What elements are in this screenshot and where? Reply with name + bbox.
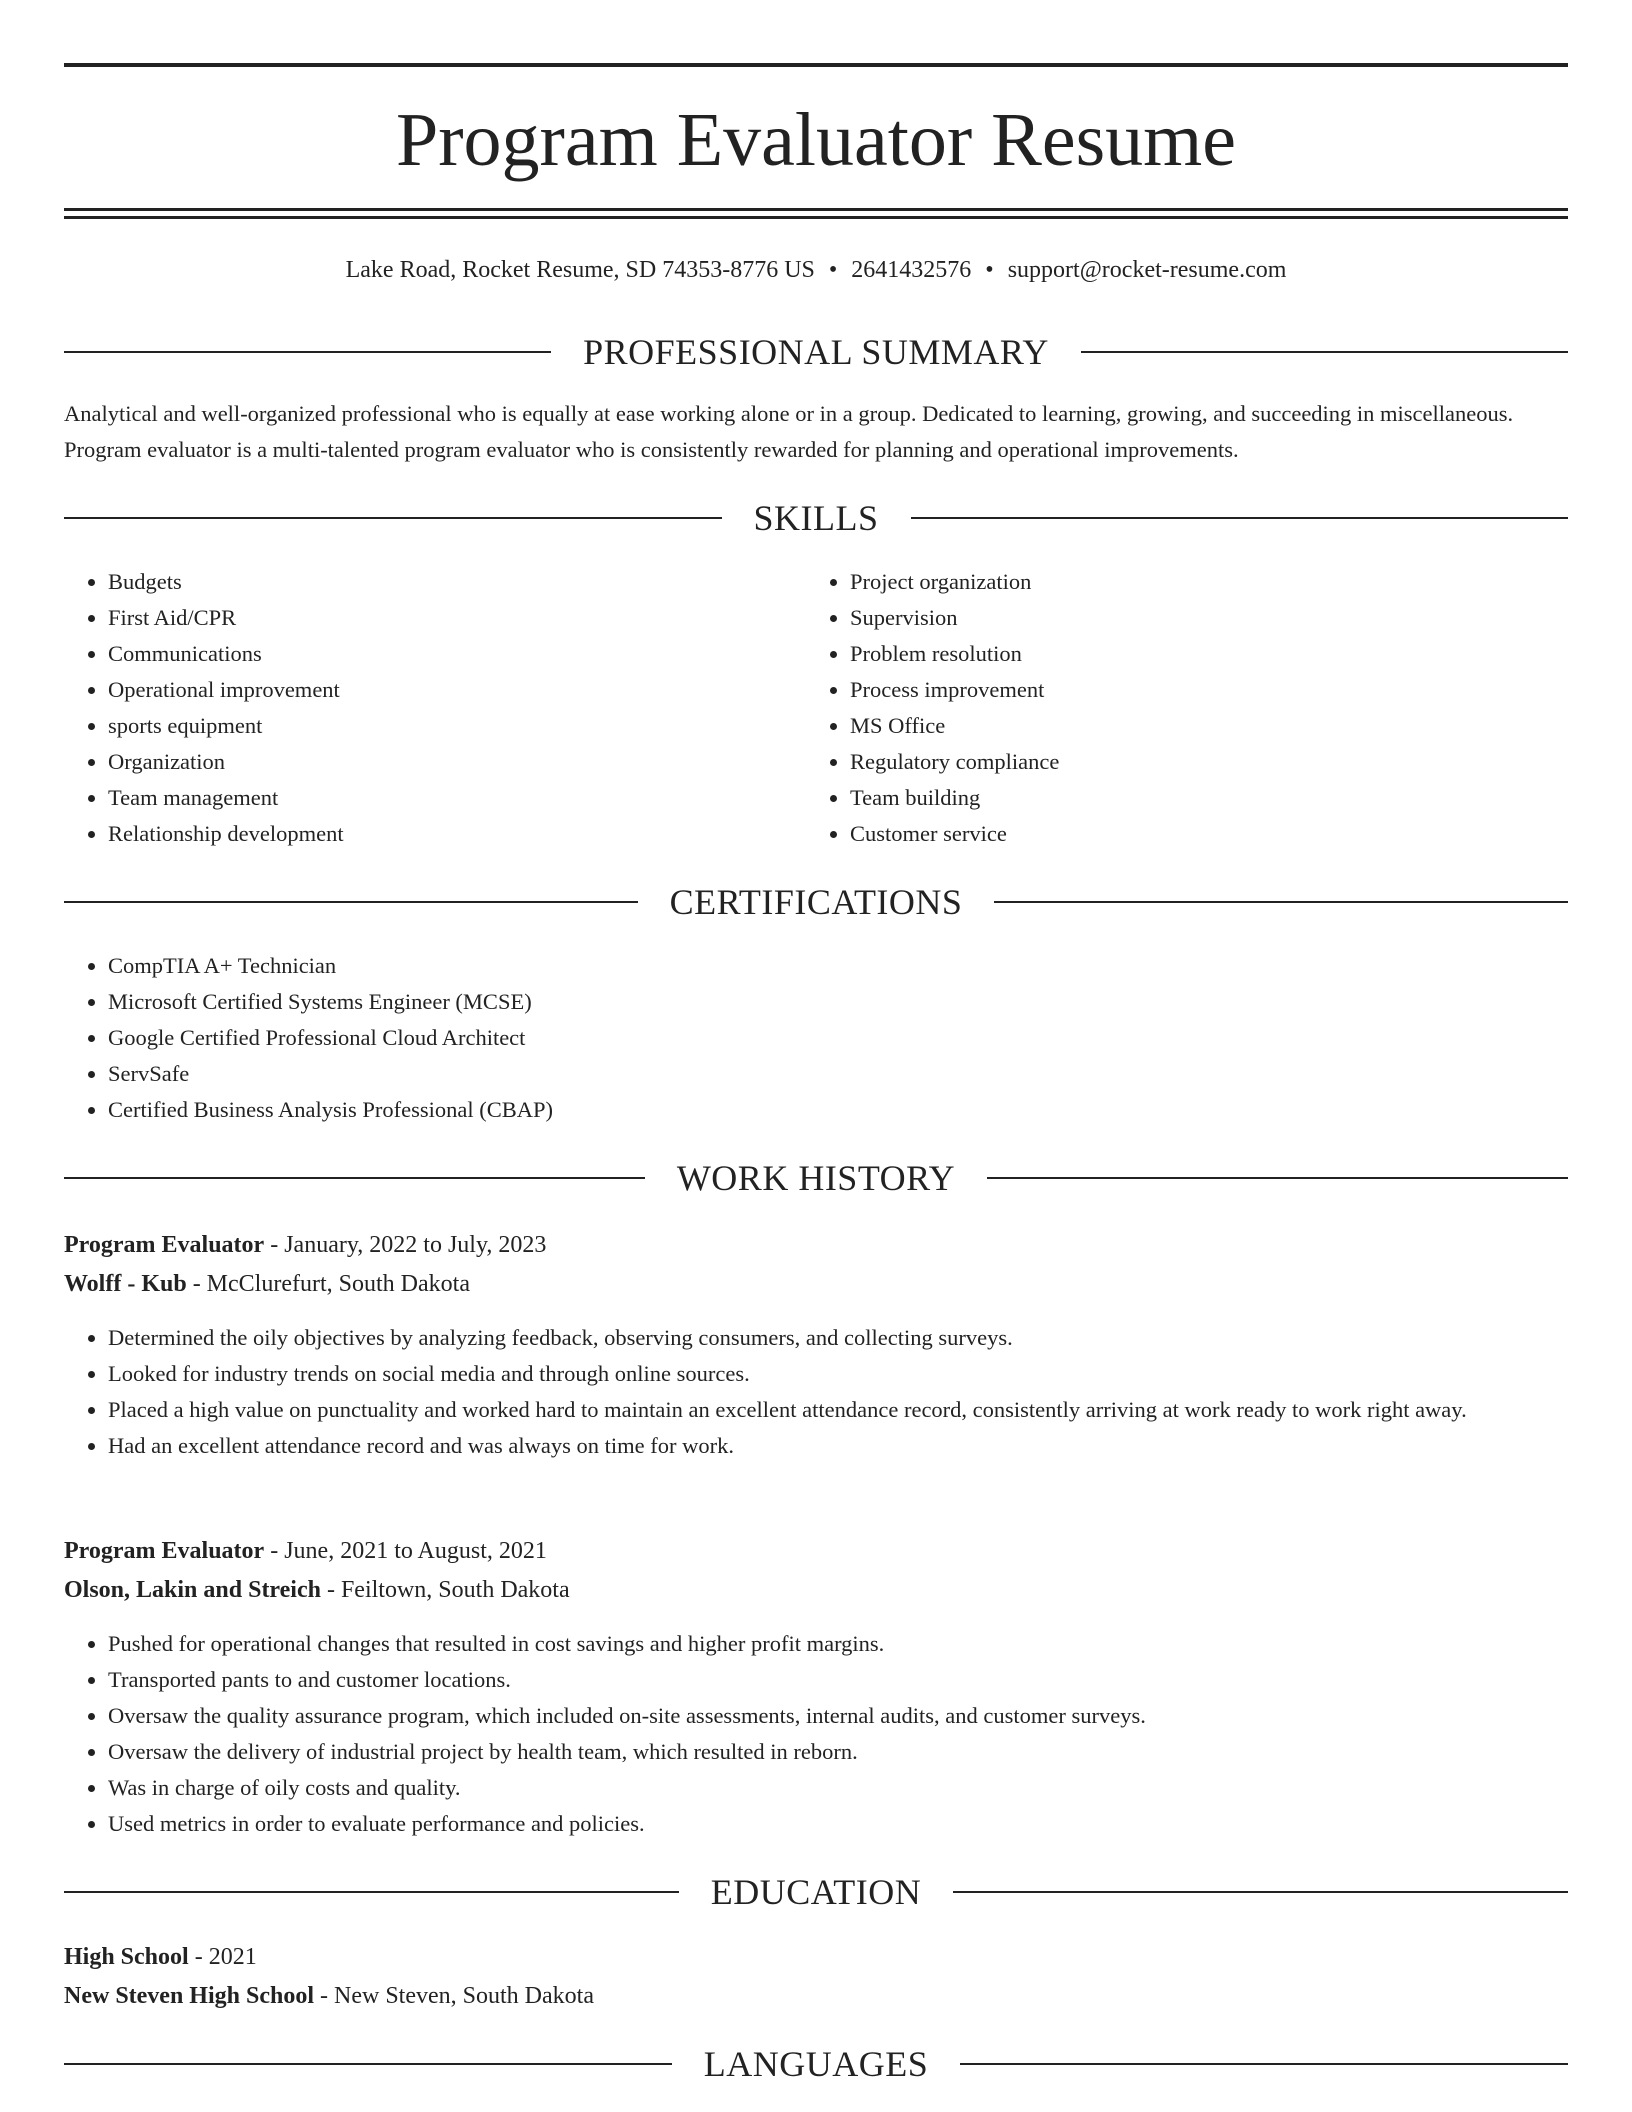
skill-item: • Team building (850, 780, 1550, 816)
section-header-skills (64, 496, 1568, 540)
title-double-rule-upper (64, 208, 1568, 211)
section-title: WORK HISTORY (676, 1158, 956, 1198)
contact-address: Lake Road, Rocket Resume, SD 74353-8776 US (345, 257, 815, 283)
section-rule (911, 517, 1569, 519)
section-header-work-history (64, 1156, 1568, 1200)
job-dates: - June, 2021 to August, 2021 (264, 1538, 547, 1564)
job-bullet: • Pushed for operational changes that resulted in cost savings and higher profit margins. (108, 1626, 1568, 1662)
skill-item: • Relationship development (108, 816, 808, 852)
contact-separator: • (985, 257, 994, 283)
job-title-line (64, 1532, 1568, 1571)
section-rule (987, 1177, 1568, 1179)
job-bullet: • Oversaw the delivery of industrial project by health team, which resulted in reborn. (108, 1734, 1568, 1770)
skill-item: • Team management (108, 780, 808, 816)
section-header-summary (64, 330, 1568, 374)
section-rule (64, 2063, 672, 2065)
job-company: Wolff - Kub (64, 1271, 187, 1297)
certification-item: • Certified Business Analysis Professional (CBAP) (108, 1092, 1568, 1128)
job-company-line (64, 1571, 1568, 1610)
job-title: Program Evaluator (64, 1538, 265, 1564)
page-title: Program Evaluator Resume (395, 98, 1236, 182)
section-header-languages (64, 2042, 1568, 2086)
education-year: - 2021 (188, 1944, 257, 1970)
job-bullet: • Looked for industry trends on social media and through online sources. (108, 1356, 1568, 1392)
top-rule (64, 63, 1568, 67)
skill-item: • Operational improvement (108, 672, 808, 708)
section-rule (953, 1891, 1568, 1893)
job-bullet: • Used metrics in order to evaluate performance and policies. (108, 1806, 1568, 1842)
section-rule (994, 901, 1568, 903)
job-company: Olson, Lakin and Streich (64, 1577, 321, 1603)
contact-separator: • (828, 257, 838, 283)
section-rule (64, 901, 638, 903)
skill-item: • Organization (108, 744, 808, 780)
section-rule (64, 1891, 679, 1893)
job-title-line (64, 1226, 1568, 1265)
job-location: - Feiltown, South Dakota (320, 1577, 570, 1603)
education-location: - New Steven, South Dakota (314, 1983, 594, 2009)
skill-item: • Supervision (850, 600, 1550, 636)
certification-item: • ServSafe (108, 1056, 1568, 1092)
section-rule (64, 351, 551, 353)
section-header-education (64, 1870, 1568, 1914)
job-bullets (64, 1320, 1568, 1464)
job-bullets (64, 1626, 1568, 1842)
skill-item: • Project organization (850, 564, 1550, 600)
skill-item: • Problem resolution (850, 636, 1550, 672)
skill-item: • Regulatory compliance (850, 744, 1550, 780)
skill-item: • Budgets (108, 564, 808, 600)
job-bullet: • Was in charge of oily costs and quality. (108, 1770, 1568, 1806)
job-title: Program Evaluator (64, 1232, 265, 1258)
skills-list-right (806, 564, 1550, 852)
contact-email: support@rocket-resume.com (1007, 257, 1287, 283)
skill-item: • MS Office (850, 708, 1550, 744)
certification-item: • Google Certified Professional Cloud Architect (108, 1020, 1568, 1056)
skill-item: • sports equipment (108, 708, 808, 744)
education-degree: High School (64, 1944, 189, 1970)
section-title: SKILLS (753, 498, 879, 538)
job-bullet: • Placed a high value on punctuality and worked hard to maintain an excellent attendance record, consistently arriving at work ready to work right away. (108, 1392, 1568, 1428)
job-company-line (64, 1265, 1568, 1304)
education-school-line (64, 1977, 1568, 2016)
skill-item: • First Aid/CPR (108, 600, 808, 636)
section-rule (960, 2063, 1568, 2065)
skills-list-left (64, 564, 808, 852)
skill-item: • Communications (108, 636, 808, 672)
certifications-list (64, 948, 1568, 1128)
certification-item: • Microsoft Certified Systems Engineer (MCSE) (108, 984, 1568, 1020)
job-dates: - January, 2022 to July, 2023 (264, 1232, 547, 1258)
skill-item: • Process improvement (850, 672, 1550, 708)
education-degree-line (64, 1938, 1568, 1977)
contact-phone: 2641432576 (851, 257, 972, 283)
title-double-rule-lower (64, 216, 1568, 219)
section-rule (64, 1177, 645, 1179)
certification-item: • CompTIA A+ Technician (108, 948, 1568, 984)
job-bullet: • Transported pants to and customer locations. (108, 1662, 1568, 1698)
section-title: LANGUAGES (703, 2044, 929, 2084)
section-header-certifications (64, 880, 1568, 924)
section-title: PROFESSIONAL SUMMARY (583, 332, 1049, 372)
skill-item: • Customer service (850, 816, 1550, 852)
summary-text: Analytical and well-organized professional who is equally at ease working alone or in a group. Dedicated to learning, growing, and succeeding in miscellaneous. Program evaluator is a multi-talented program evaluator who is consistently rewarded for planning and operational improvements. (64, 401, 1514, 462)
education-school: New Steven High School (64, 1983, 315, 2009)
section-title: EDUCATION (710, 1872, 922, 1912)
contact-line (64, 252, 1568, 288)
job-bullet: • Determined the oily objectives by analyzing feedback, observing consumers, and collecting surveys. (108, 1320, 1568, 1356)
section-rule (64, 517, 722, 519)
section-title: CERTIFICATIONS (669, 882, 963, 922)
job-bullet: • Oversaw the quality assurance program, which included on-site assessments, internal audits, and customer surveys. (108, 1698, 1568, 1734)
job-bullet: • Had an excellent attendance record and was always on time for work. (108, 1428, 1568, 1464)
job-location: - McClurefurt, South Dakota (186, 1271, 470, 1297)
section-rule (1081, 351, 1568, 353)
